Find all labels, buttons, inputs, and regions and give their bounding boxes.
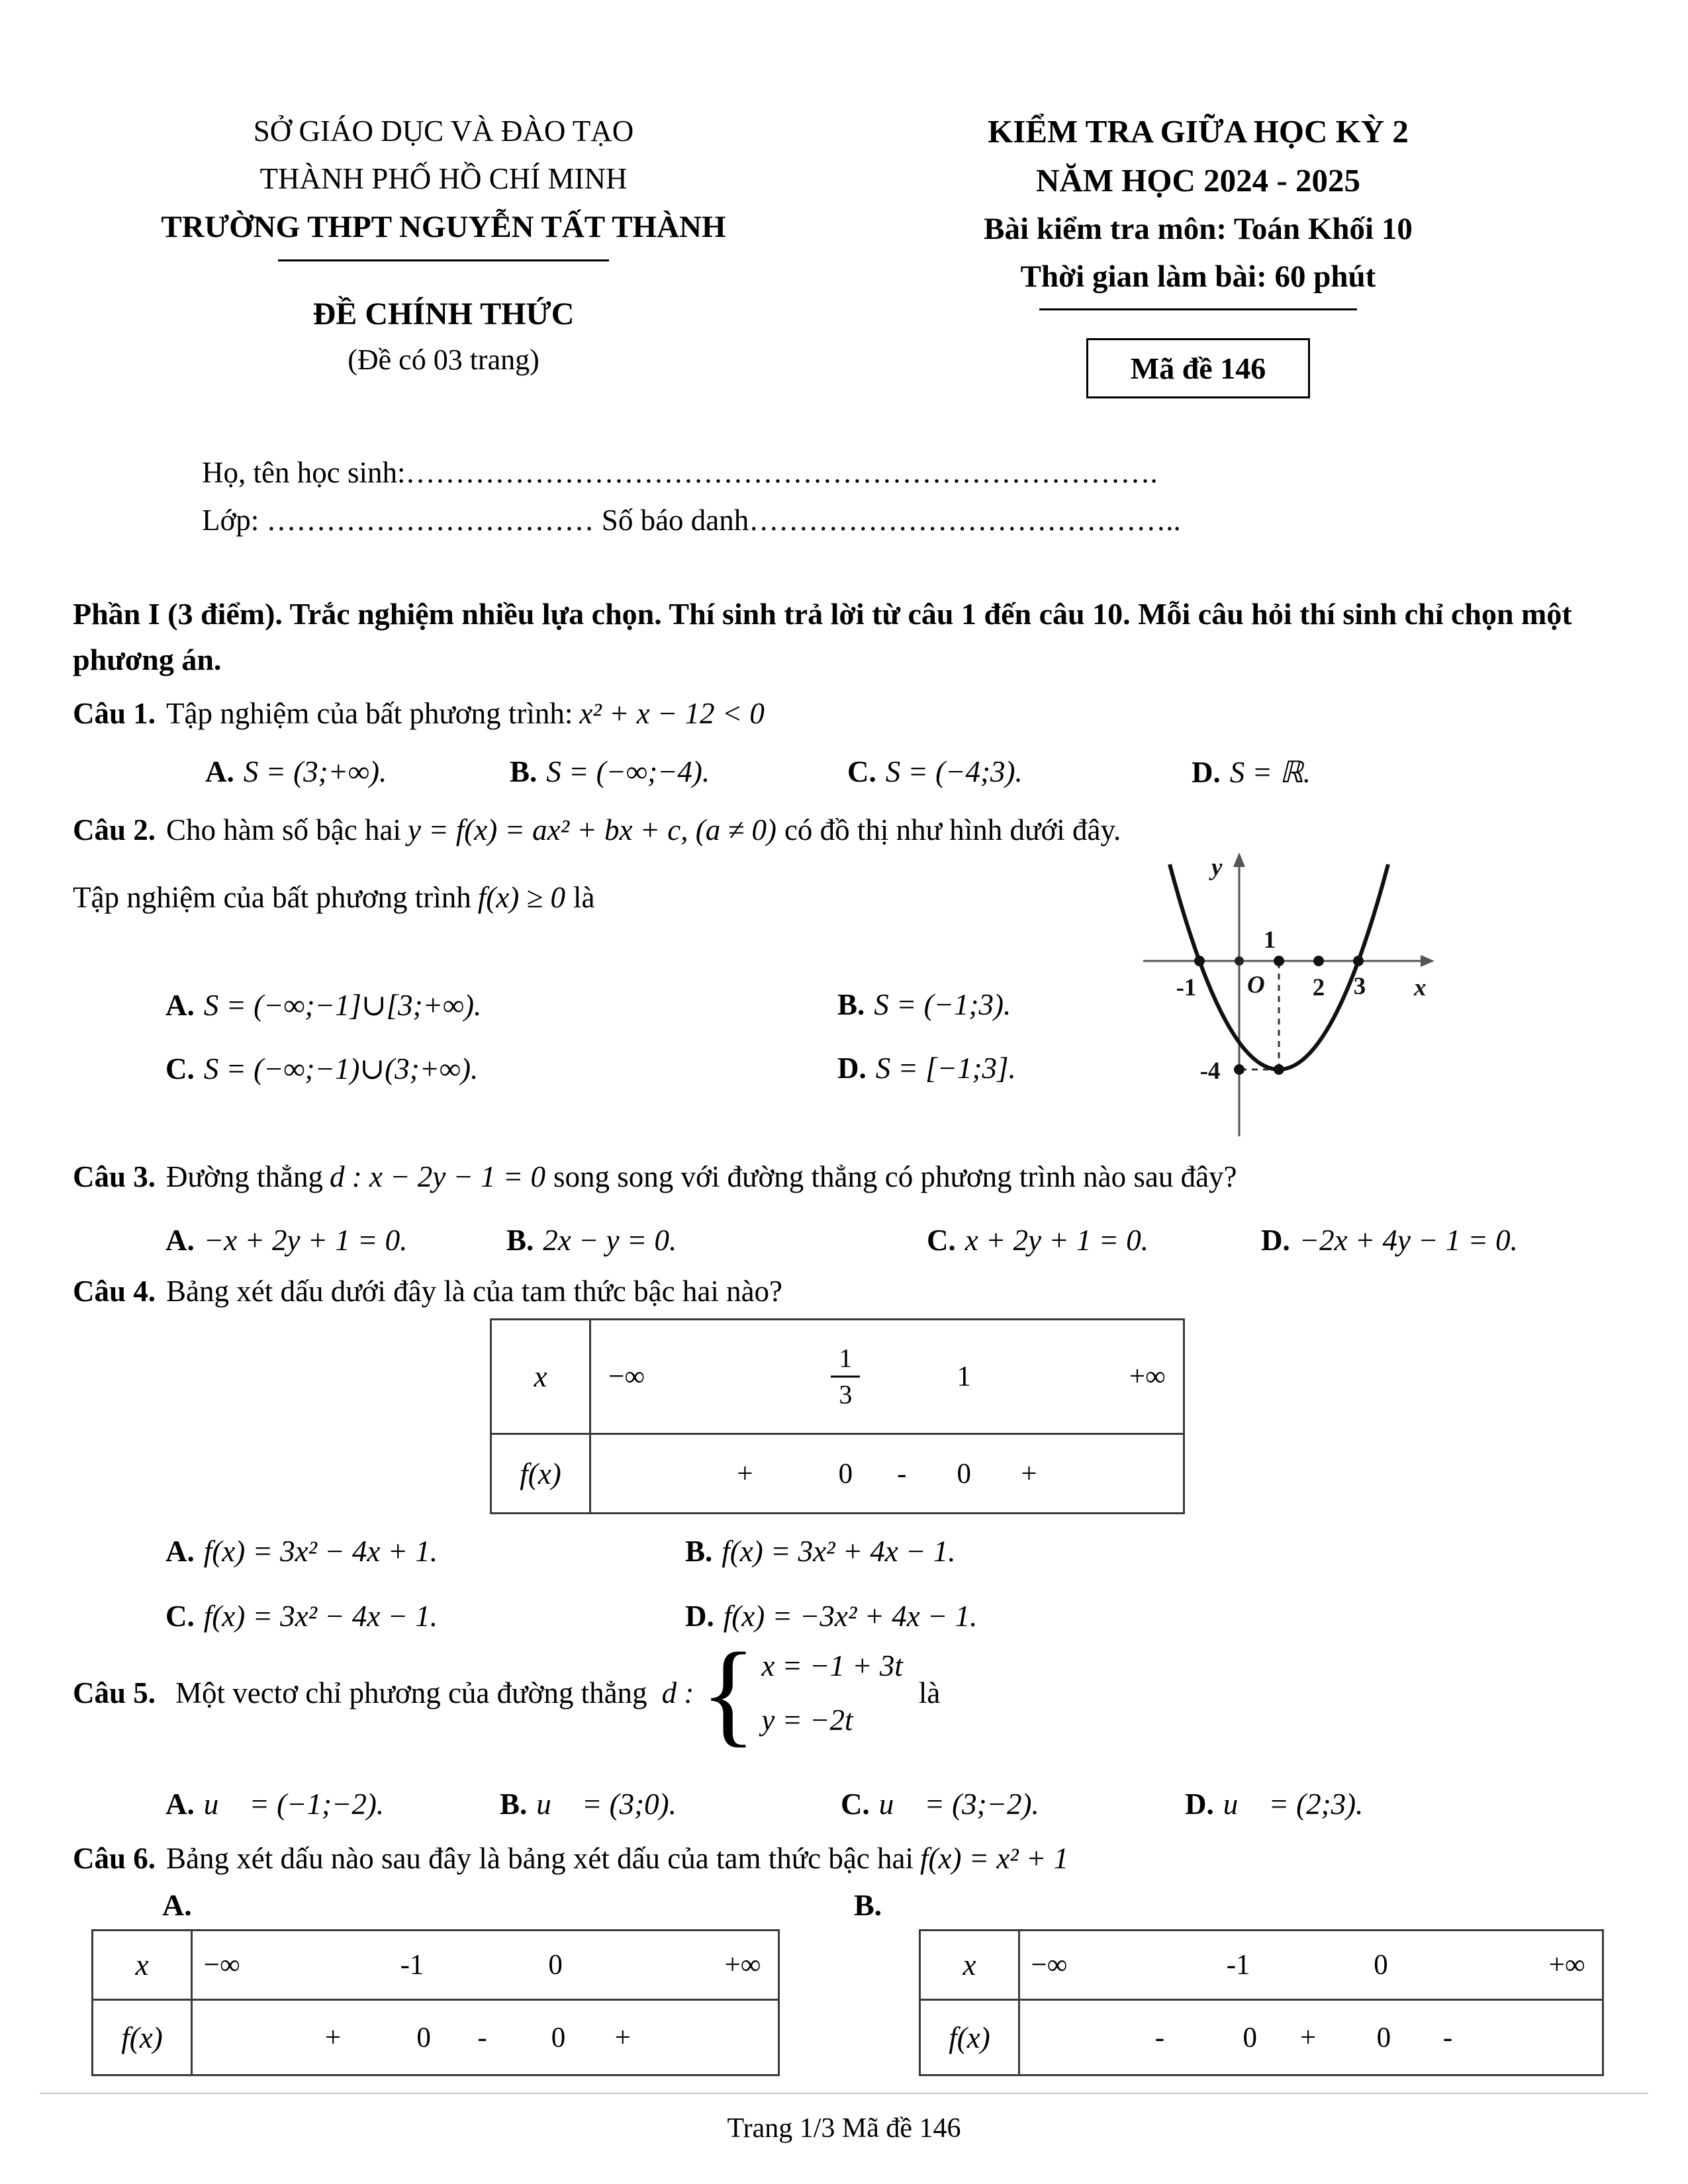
question-1-number: Câu 1. [73, 697, 156, 730]
student-name-line: Họ, tên học sinh:…………………………………………………………………. [202, 456, 1158, 489]
q6-label-b: B. [854, 1888, 882, 1922]
system-eq-x: x = −1 + 3t [761, 1649, 903, 1682]
question-1-formula: x² + x − 12 < 0 [579, 697, 765, 730]
parabola-figure [1133, 842, 1444, 1143]
question-6: Câu 6. Bảng xét dấu nào sau đây là bảng xét dấu của tam thức bậc hai f(x) = x² + 1 [73, 1842, 1069, 1875]
question-5-number: Câu 5. [73, 1676, 156, 1709]
question-4: Câu 4. Bảng xét dấu dưới đây là của tam thức bậc hai nào? [73, 1275, 783, 1308]
header-right-divider [1039, 308, 1357, 310]
origin-label: O [1247, 972, 1265, 999]
q6-label-a: A. [162, 1888, 192, 1922]
q5-option-c: C. u⃗ = (3;−2). [841, 1788, 1039, 1821]
tick-neg4: -4 [1199, 1058, 1221, 1085]
q4-pos-infinity: +∞ [1129, 1361, 1166, 1392]
q4-fraction-one-third: $\frac{1}{3}$ [831, 1343, 860, 1410]
q4-table-var: x [492, 1320, 591, 1433]
exam-subject: Bài kiểm tra môn: Toán Khối 10 [984, 212, 1413, 246]
tick-2: 2 [1312, 974, 1325, 1001]
y-axis-label: y [1211, 854, 1223, 881]
city-name: THÀNH PHỐ HỒ CHÍ MINH [259, 162, 628, 195]
q2-option-c: C. S = (−∞;−1)∪(3;+∞). [165, 1052, 479, 1085]
header-left-divider [278, 259, 609, 261]
question-3-number: Câu 3. [73, 1160, 156, 1193]
question-1 [73, 696, 765, 731]
x-axis-label: x [1414, 974, 1427, 1001]
tick-1: 1 [1263, 927, 1276, 954]
question-3: Câu 3. Đường thẳng d : x − 2y − 1 = 0 song song với đường thẳng có phương trình nào sau đây? [73, 1160, 1237, 1193]
point-x2 [1313, 956, 1324, 966]
q4-sign-table: x −∞ $\frac{1}{3}$ 1 +∞ f(x) + 0 - 0 + [490, 1318, 1185, 1514]
x-axis-arrow [1421, 955, 1434, 967]
point-vertex [1274, 1064, 1284, 1075]
official-exam-label: ĐỀ CHÍNH THỨC [312, 296, 575, 332]
footer-page-number: Trang 1/3 Mã đề 146 [727, 2113, 961, 2144]
question-1-text: Tập nghiệm của bất phương trình: [166, 697, 573, 730]
question-2-number: Câu 2. [73, 813, 156, 846]
q1-option-c: C. S = (−4;3). [847, 755, 1023, 788]
system-eq-y: y = −2t [761, 1704, 853, 1737]
q4-option-c: C. f(x) = 3x² − 4x − 1. [165, 1600, 438, 1633]
q4-option-a: A. f(x) = 3x² − 4x + 1. [165, 1535, 438, 1568]
exam-code-box: Mã đề 146 [1086, 338, 1310, 398]
part1-heading: Phần I (3 điểm). Trắc nghiệm nhiều lựa chọn. Thí sinh trả lời từ câu 1 đến câu 10. Mỗi câu hỏi thí sinh chỉ chọn một phương án. [73, 597, 1572, 676]
q4-option-b: B. f(x) = 3x² + 4x − 1. [685, 1535, 956, 1568]
y-axis-arrow [1233, 852, 1245, 867]
exam-title: KIỂM TRA GIỮA HỌC KỲ 2 [988, 113, 1409, 150]
q3-option-d: D. −2x + 4y − 1 = 0. [1261, 1224, 1518, 1257]
q3-option-a: A. −x + 2y + 1 = 0. [165, 1224, 408, 1257]
q5-parametric-system [700, 1628, 903, 1757]
question-5: Câu 5. Một vectơ chỉ phương của đường thẳng d : { x = −1 + 3t y = −2t là [73, 1628, 941, 1757]
q2-option-a: A. S = (−∞;−1]∪[3;+∞). [165, 989, 482, 1022]
q5-option-d: D. u⃗ = (2;3). [1185, 1788, 1364, 1821]
q1-option-d: D. S = ℝ. [1192, 756, 1311, 789]
header-exam-block [887, 107, 1509, 398]
q3-option-c: C. x + 2y + 1 = 0. [927, 1224, 1149, 1257]
q5-option-b: B. u⃗ = (3;0). [500, 1788, 677, 1821]
q4-table-func: f(x) [492, 1435, 591, 1512]
tick-neg1: -1 [1176, 974, 1197, 1001]
tick-3: 3 [1353, 973, 1366, 1000]
question-4-number: Câu 4. [73, 1275, 156, 1308]
q4-option-d: D. f(x) = −3x² + 4x − 1. [685, 1600, 978, 1633]
q6-sign-table-b: x −∞ -1 0 +∞ f(x) - 0 + 0 - [919, 1929, 1604, 2076]
header-school-block [113, 107, 774, 377]
system-brace: { [700, 1628, 757, 1757]
footer-divider [40, 2093, 1648, 2094]
q4-neg-infinity: −∞ [608, 1361, 645, 1392]
q5-line-name: d : [661, 1676, 694, 1709]
q5-option-a: A. u⃗ = (−1;−2). [165, 1788, 385, 1821]
q6-sign-table-a: x −∞ -1 0 +∞ f(x) + 0 - 0 + [91, 1929, 780, 2076]
point-x1 [1274, 956, 1284, 966]
question-2: Câu 2. Cho hàm số bậc hai y = f(x) = ax² + bx + c, (a ≠ 0) có đồ thị như hình dưới đây. [73, 813, 1121, 846]
q1-option-b: B. S = (−∞;−4). [510, 755, 710, 788]
department-name: SỞ GIÁO DỤC VÀ ĐÀO TẠO [253, 114, 634, 148]
point-root-neg1 [1194, 956, 1205, 966]
q4-root-1: 1 [957, 1361, 971, 1392]
school-year: NĂM HỌC 2024 - 2025 [1036, 162, 1360, 199]
school-name: TRƯỜNG THPT NGUYỄN TẤT THÀNH [161, 210, 726, 244]
q3-option-b: B. 2x − y = 0. [506, 1224, 677, 1257]
point-root-3 [1353, 956, 1364, 966]
point-origin [1235, 956, 1244, 966]
point-y-neg4 [1234, 1064, 1244, 1075]
exam-duration: Thời gian làm bài: 60 phút [1020, 259, 1376, 294]
question-2-line2: Tập nghiệm của bất phương trình f(x) ≥ 0 là [73, 881, 595, 914]
q1-option-a: A. S = (3;+∞). [205, 755, 387, 788]
pages-note: (Đề có 03 trang) [348, 343, 539, 376]
q2-option-d: D. S = [−1;3]. [837, 1052, 1016, 1085]
question-6-number: Câu 6. [73, 1842, 156, 1875]
student-class-id-line: Lớp: …………………………… Số báo danh…………………………………….. [202, 504, 1181, 537]
q2-option-b: B. S = (−1;3). [837, 988, 1011, 1021]
